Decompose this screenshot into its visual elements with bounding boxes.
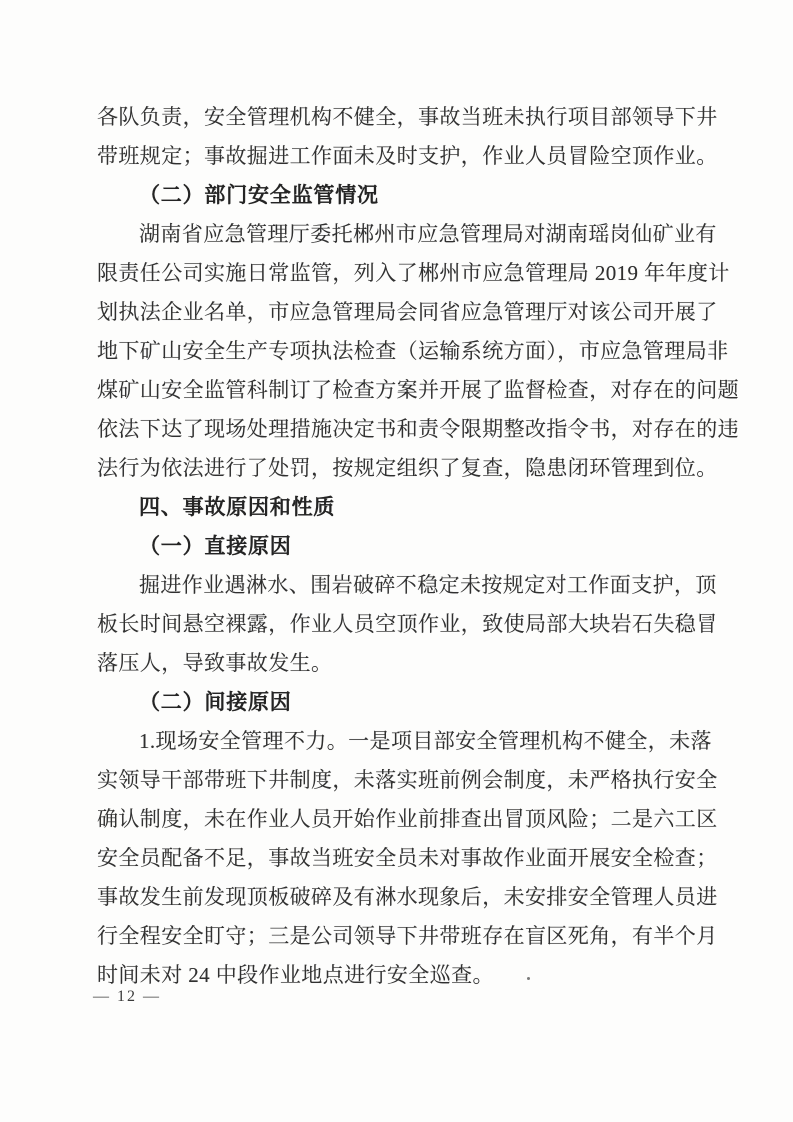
section-heading: （二）间接原因 — [139, 690, 292, 714]
text-line: 法行为依法进行了处罚，按规定组织了复查，隐患闭环管理到位。 — [97, 456, 718, 480]
page-number: — 12 — — [93, 988, 161, 1005]
text-line: 依法下达了现场处理措施决定书和责令限期整改指令书，对存在的违 — [97, 417, 739, 441]
text-line: 限责任公司实施日常监管，列入了郴州市应急管理局 2019 年年度计 — [97, 261, 730, 285]
text-line: 湖南省应急管理厅委托郴州市应急管理局对湖南瑶岗仙矿业有 — [139, 222, 717, 246]
text-line: 落压人，导致事故发生。 — [97, 651, 333, 675]
chapter-heading: 四、事故原因和性质 — [139, 495, 336, 519]
text-line: 时间未对 24 中段作业地点进行安全巡查。 — [97, 963, 494, 987]
text-line: 各队负责，安全管理机构不健全，事故当班未执行项目部领导下井 — [97, 105, 718, 129]
scan-speck — [527, 977, 530, 980]
text-line: 带班规定；事故掘进工作面未及时支护，作业人员冒险空顶作业。 — [97, 144, 718, 168]
text-line: 事故发生前发现顶板破碎及有淋水现象后，未安排安全管理人员进 — [97, 885, 718, 909]
text-line: 地下矿山安全生产专项执法检查（运输系统方面），市应急管理局非 — [97, 339, 729, 363]
text-line: 划执法企业名单，市应急管理局会同省应急管理厅对该公司开展了 — [97, 300, 718, 324]
section-heading: （一）直接原因 — [139, 534, 292, 558]
text-line: 实领导干部带班下井制度，未落实班前例会制度，未严格执行安全 — [97, 768, 718, 792]
text-line: 1.现场安全管理不力。一是项目部安全管理机构不健全，未落 — [139, 729, 712, 753]
text-line: 安全员配备不足，事故当班安全员未对事故作业面开展安全检查； — [97, 846, 718, 870]
text-line: 煤矿山安全监管科制订了检查方案并开展了监督检查，对存在的问题 — [97, 378, 739, 402]
document-body — [97, 98, 739, 995]
text-line: 确认制度，未在作业人员开始作业前排查出冒顶风险；二是六工区 — [97, 807, 718, 831]
text-line: 行全程安全盯守；三是公司领导下井带班存在盲区死角，有半个月 — [97, 924, 718, 948]
section-heading: （二）部门安全监管情况 — [139, 183, 379, 207]
text-line: 板长时间悬空裸露，作业人员空顶作业，致使局部大块岩石失稳冒 — [97, 612, 718, 636]
text-line: 掘进作业遇淋水、围岩破碎不稳定未按规定对工作面支护，顶 — [139, 573, 717, 597]
